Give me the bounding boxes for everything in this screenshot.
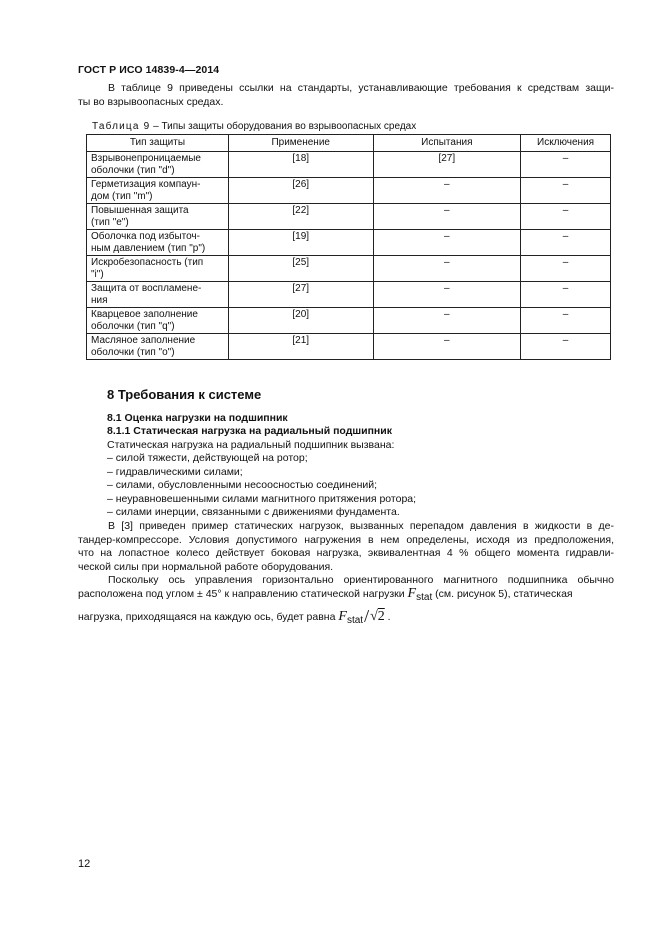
testing-cell: – — [373, 334, 521, 360]
cell-line: ным давлением (тип "p") — [91, 242, 206, 254]
application-cell: [22] — [228, 204, 373, 230]
formula-f-stat — [408, 586, 433, 601]
application-cell: [27] — [228, 282, 373, 308]
column-header: Испытания — [373, 135, 521, 152]
formula-sqrt — [370, 609, 385, 624]
list-item: – силами инерции, связанными с движениями фундамента. — [107, 506, 400, 519]
testing-cell: – — [373, 178, 521, 204]
load-causes-list — [107, 452, 416, 520]
application-cell: [20] — [228, 308, 373, 334]
testing-cell: – — [373, 204, 521, 230]
list-item: – силой тяжести, действующей на ротор; — [107, 452, 308, 464]
text-fragment: к направлению статической нагрузки — [221, 588, 408, 600]
intro-paragraph — [78, 82, 614, 109]
angle-value: ± 45° — [197, 588, 222, 600]
formula-subscript: stat — [346, 615, 364, 626]
paragraph-line: тандер-компрессоре. Условия допустимого нагружения в нем определены, исходя из предположения, — [78, 533, 614, 546]
exceptions-cell: – — [521, 204, 611, 230]
protection-type-cell — [87, 230, 229, 256]
intro-line: В таблице 9 приведены ссылки на стандарты, устанавливающие требования к средствам защи- — [108, 82, 614, 94]
application-cell: [21] — [228, 334, 373, 360]
text-fragment: нагрузка, приходящаяся на каждую ось, будет равна — [78, 611, 339, 623]
protection-type-cell — [87, 204, 229, 230]
paragraph-line: Поскольку ось управления горизонтально ориентированного магнитного подшипника обычно — [108, 574, 614, 586]
cell-line: Кварцевое заполнение — [91, 309, 198, 320]
application-cell: [19] — [228, 230, 373, 256]
cell-line: Повышенная защита — [91, 205, 189, 216]
formula-subscript: stat — [416, 592, 433, 603]
cell-line: дом (тип "m") — [91, 190, 153, 202]
cell-line: (тип "e") — [91, 216, 129, 228]
table-row — [87, 178, 611, 204]
exceptions-cell: – — [521, 178, 611, 204]
testing-cell: [27] — [373, 152, 521, 178]
section-title: 8 Требования к системе — [107, 387, 262, 402]
cell-line: оболочки (тип "d") — [91, 164, 175, 176]
paragraph-line: В [3] приведен пример статических нагрузок, вызванных перепадом давления в жидкости в де- — [108, 520, 614, 532]
intro-line: ты во взрывоопасных средах. — [78, 95, 224, 108]
table-header-row — [87, 135, 611, 152]
list-item: – неуравновешенными силами магнитного притяжения ротора; — [107, 492, 417, 505]
column-header: Тип защиты — [87, 135, 229, 152]
cell-line: Защита от воспламене- — [91, 283, 202, 294]
sqrt-sign: √ — [370, 609, 378, 624]
testing-cell: – — [373, 282, 521, 308]
cell-line: "i") — [91, 268, 104, 280]
protection-type-cell — [87, 256, 229, 282]
table-row — [87, 230, 611, 256]
formula-symbol: F — [338, 609, 347, 624]
protection-types-table — [86, 134, 611, 360]
exceptions-cell: – — [521, 256, 611, 282]
sqrt-argument: 2 — [377, 609, 385, 624]
protection-type-cell — [87, 152, 229, 178]
subsection-title: 8.1 Оценка нагрузки на подшипник — [107, 412, 288, 424]
cell-line: Искробезопасность (тип — [91, 257, 204, 268]
page-number: 12 — [78, 858, 91, 870]
example-paragraph — [78, 520, 614, 574]
protection-type-cell — [87, 282, 229, 308]
text-fragment: (см. рисунок 5), статическая — [432, 588, 573, 600]
application-cell: [25] — [228, 256, 373, 282]
cell-line: оболочки (тип "q") — [91, 320, 175, 332]
column-header: Исключения — [521, 135, 611, 152]
cell-line: ния — [91, 294, 108, 306]
table-row — [87, 334, 611, 360]
list-item: – силами, обусловленными несоосностью соединений; — [107, 479, 378, 492]
text-fragment: расположена под углом — [78, 588, 198, 600]
application-cell: [26] — [228, 178, 373, 204]
exceptions-cell: – — [521, 230, 611, 256]
formula-symbol: F — [407, 586, 417, 601]
cell-line: оболочки (тип "o") — [91, 346, 175, 358]
axis-paragraph-line2 — [78, 586, 573, 603]
cell-line: Оболочка под избыточ- — [91, 231, 200, 242]
testing-cell: – — [373, 230, 521, 256]
subsubsection-title: 8.1.1 Статическая нагрузка на радиальный подшипник — [107, 425, 392, 437]
list-item: – гидравлическими силами; — [107, 465, 243, 478]
protection-type-cell — [87, 178, 229, 204]
formula-f-stat — [338, 609, 363, 624]
lead-sentence: Статическая нагрузка на радиальный подшипник вызвана: — [107, 439, 395, 451]
cell-line: Герметизация компаун- — [91, 179, 201, 190]
table-row — [87, 152, 611, 178]
exceptions-cell: – — [521, 308, 611, 334]
table-row — [87, 308, 611, 334]
paragraph-line: ческой силы при нормальной работе оборудования. — [78, 560, 334, 573]
cell-line: Взрывонепроницаемые — [91, 153, 201, 164]
application-cell: [18] — [228, 152, 373, 178]
protection-type-cell — [87, 334, 229, 360]
exceptions-cell: – — [521, 282, 611, 308]
testing-cell: – — [373, 308, 521, 334]
table-caption-text: – Типы защиты оборудования во взрывоопасных средах — [150, 121, 417, 132]
table-row — [87, 282, 611, 308]
exceptions-cell: – — [521, 152, 611, 178]
column-header: Применение — [228, 135, 373, 152]
text-fragment: . — [384, 611, 391, 623]
formula-division: / — [364, 606, 370, 626]
testing-cell: – — [373, 256, 521, 282]
table-row — [87, 204, 611, 230]
exceptions-cell: – — [521, 334, 611, 360]
table-caption-label: Таблица 9 — [92, 121, 151, 132]
axis-paragraph-line3 — [78, 606, 391, 627]
table-row — [87, 256, 611, 282]
cell-line: Масляное заполнение — [91, 335, 196, 346]
protection-type-cell — [87, 308, 229, 334]
table-caption — [92, 121, 416, 132]
paragraph-line: что на лопастное колесо действует боковая нагрузка, эквивалентная 4 % общего момента гидравли- — [78, 547, 614, 560]
standard-header: ГОСТ Р ИСО 14839-4—2014 — [78, 64, 220, 76]
